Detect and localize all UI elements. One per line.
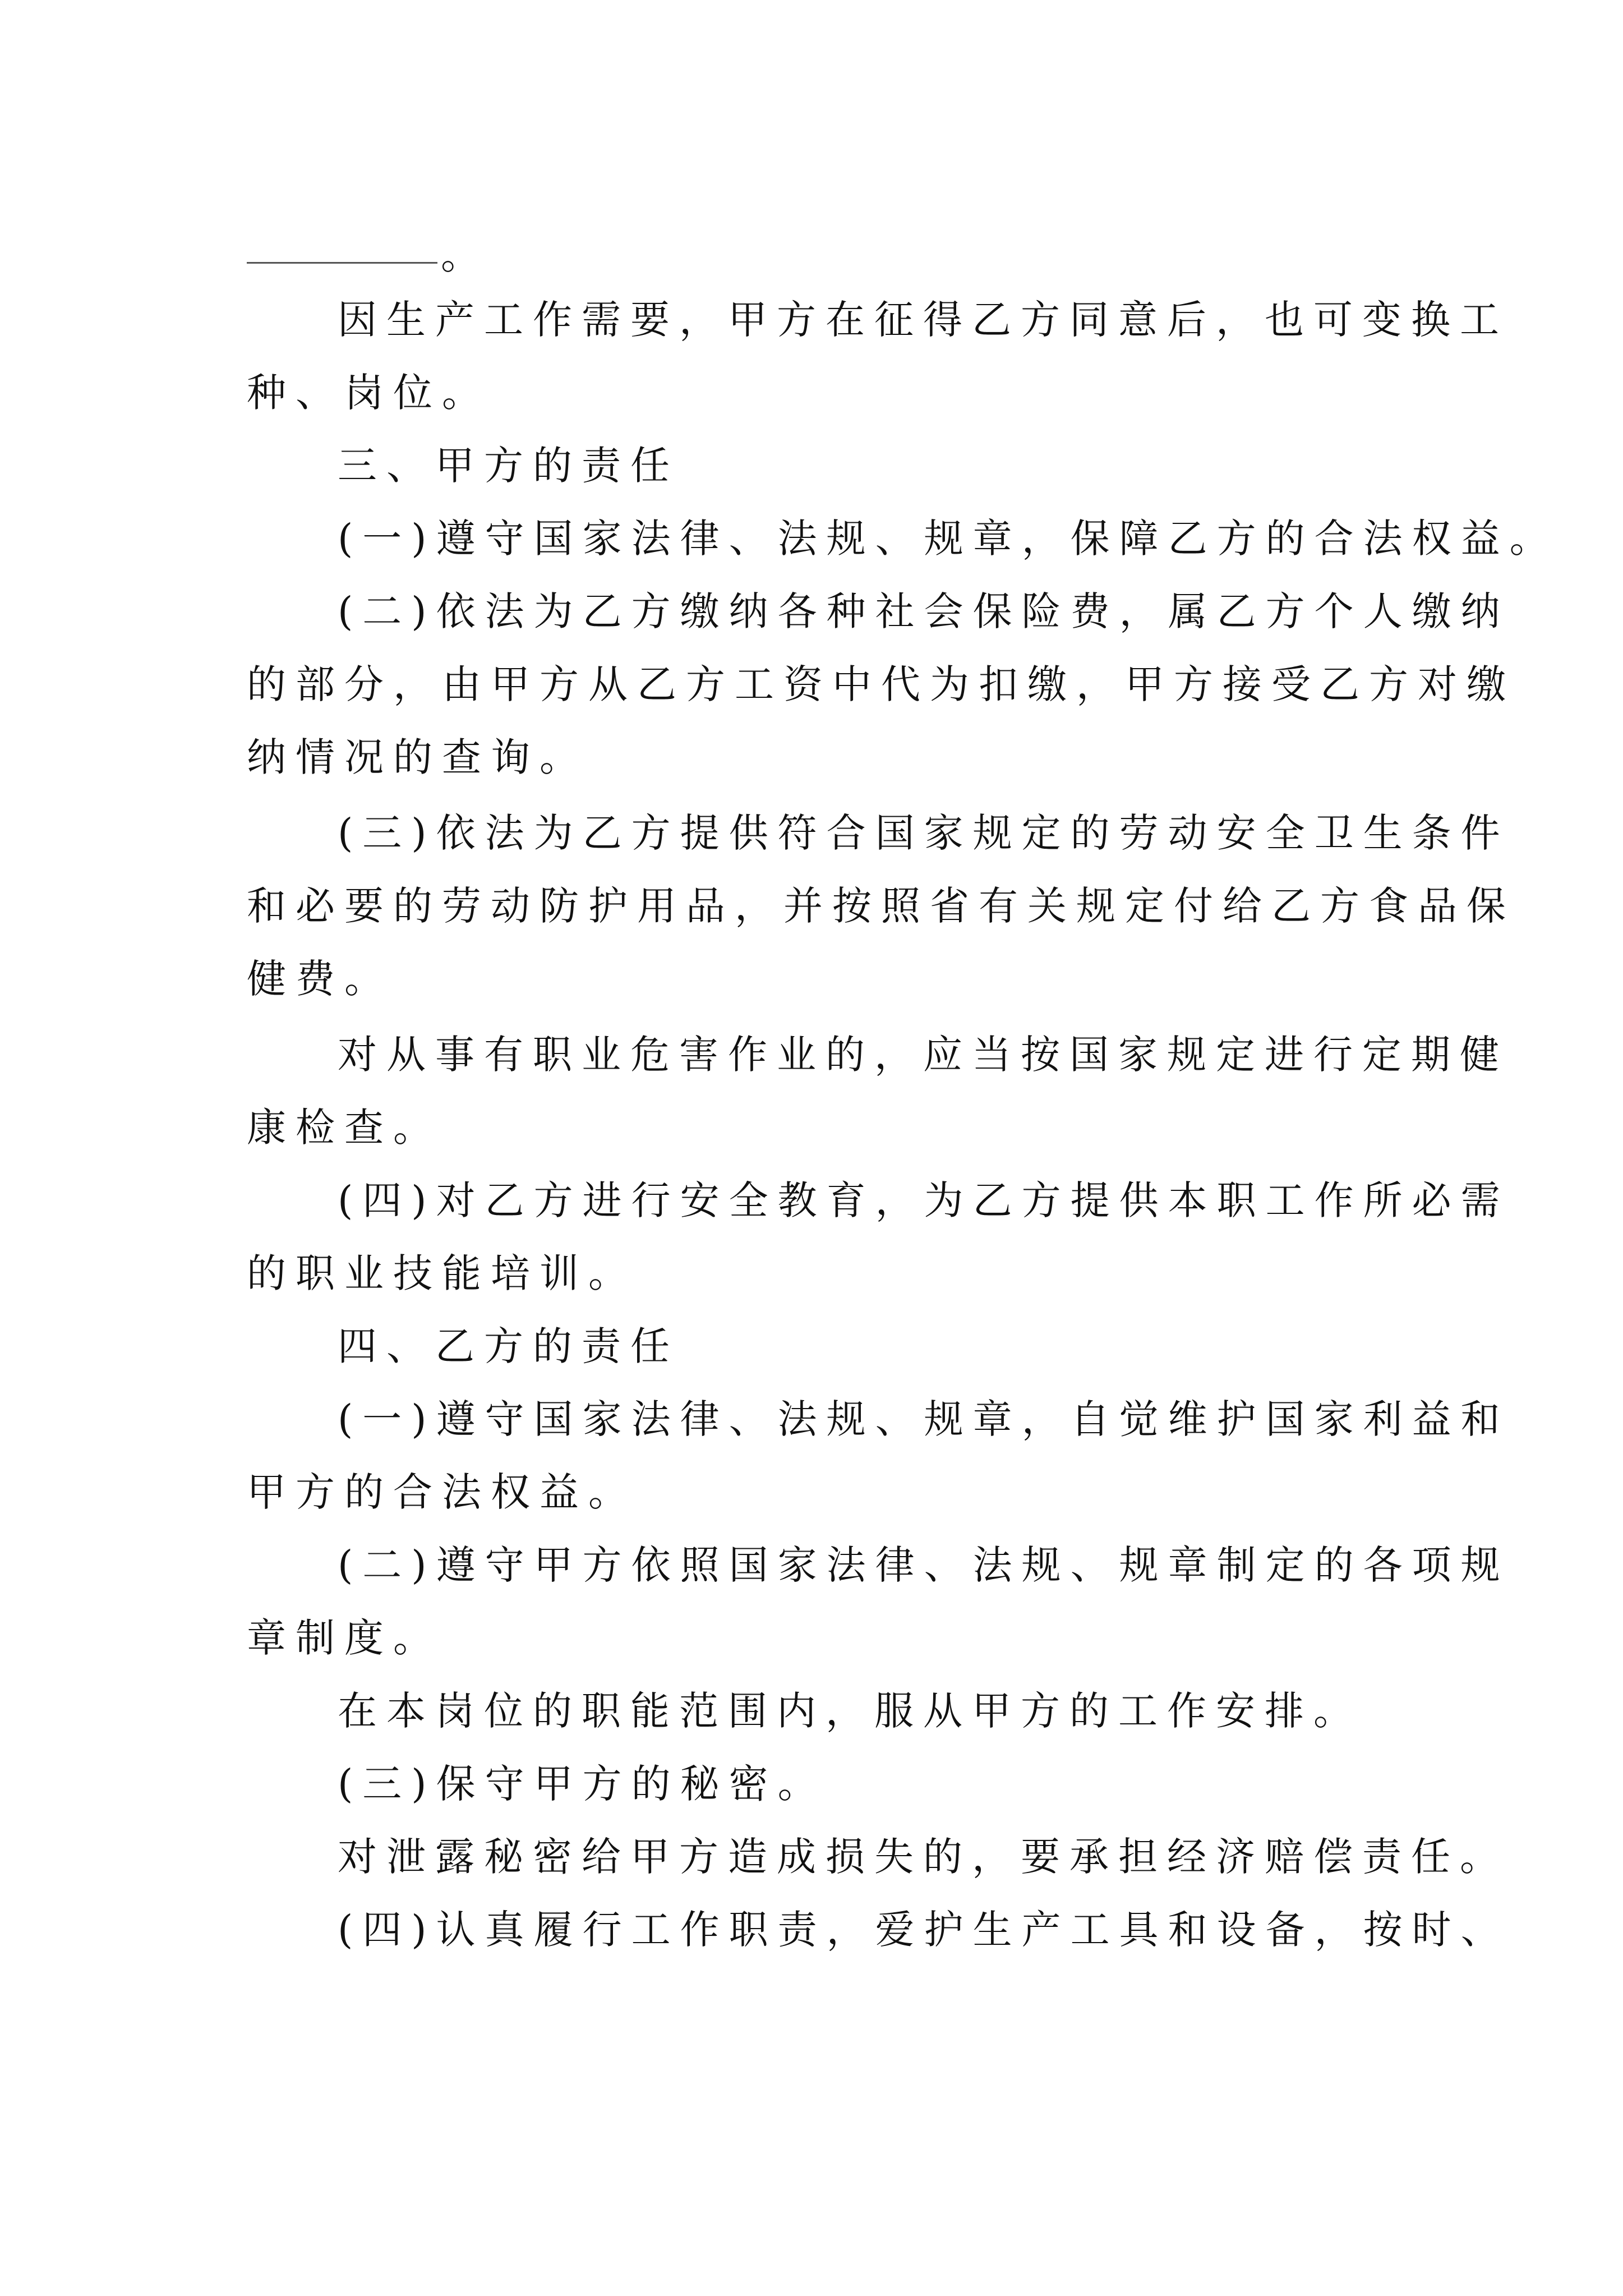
section-heading-three: 三、甲方的责任 [338, 443, 679, 489]
blank-period: 。 [441, 232, 480, 278]
section-heading-four: 四、乙方的责任 [338, 1323, 679, 1369]
paragraph-line: 章制度。 [247, 1615, 442, 1661]
paragraph-line: 纳情况的查询。 [247, 734, 588, 780]
paragraph-line: 对泄露秘密给甲方造成损失的，要承担经济赔偿责任。 [338, 1834, 1509, 1880]
paragraph-line: 对从事有职业危害作业的，应当按国家规定进行定期健 [338, 1032, 1509, 1078]
paragraph-line: (二)依法为乙方缴纳各种社会保险费，属乙方个人缴纳 [338, 588, 1510, 634]
paragraph-line: (一)遵守国家法律、法规、规章，自觉维护国家利益和 [338, 1396, 1510, 1442]
paragraph-line: 康检查。 [247, 1105, 442, 1151]
paragraph-line: (二)遵守甲方依照国家法律、法规、规章制定的各项规 [338, 1542, 1510, 1588]
paragraph-line: 的部分，由甲方从乙方工资中代为扣缴，甲方接受乙方对缴 [247, 661, 1515, 707]
paragraph-line: 种、岗位。 [247, 370, 491, 416]
paragraph-line: 的职业技能培训。 [247, 1250, 637, 1296]
fill-in-blank [247, 230, 480, 280]
paragraph-line: (一)遵守国家法律、法规、规章，保障乙方的合法权益。 [338, 516, 1559, 562]
paragraph-line: 在本岗位的职能范围内，服从甲方的工作安排。 [338, 1688, 1362, 1734]
paragraph-line: 因生产工作需要，甲方在征得乙方同意后，也可变换工 [338, 297, 1509, 343]
paragraph-line: 和必要的劳动防护用品，并按照省有关规定付给乙方食品保 [247, 883, 1515, 929]
paragraph-line: 健费。 [247, 956, 393, 1002]
paragraph-line: (三)依法为乙方提供符合国家规定的劳动安全卫生条件 [338, 810, 1510, 856]
paragraph-line: (四)对乙方进行安全教育，为乙方提供本职工作所必需 [338, 1177, 1510, 1223]
paragraph-line: 甲方的合法权益。 [247, 1469, 637, 1515]
paragraph-line: (四)认真履行工作职责，爱护生产工具和设备，按时、 [338, 1907, 1510, 1953]
paragraph-line: (三)保守甲方的秘密。 [338, 1761, 827, 1807]
blank-underline [247, 262, 437, 264]
